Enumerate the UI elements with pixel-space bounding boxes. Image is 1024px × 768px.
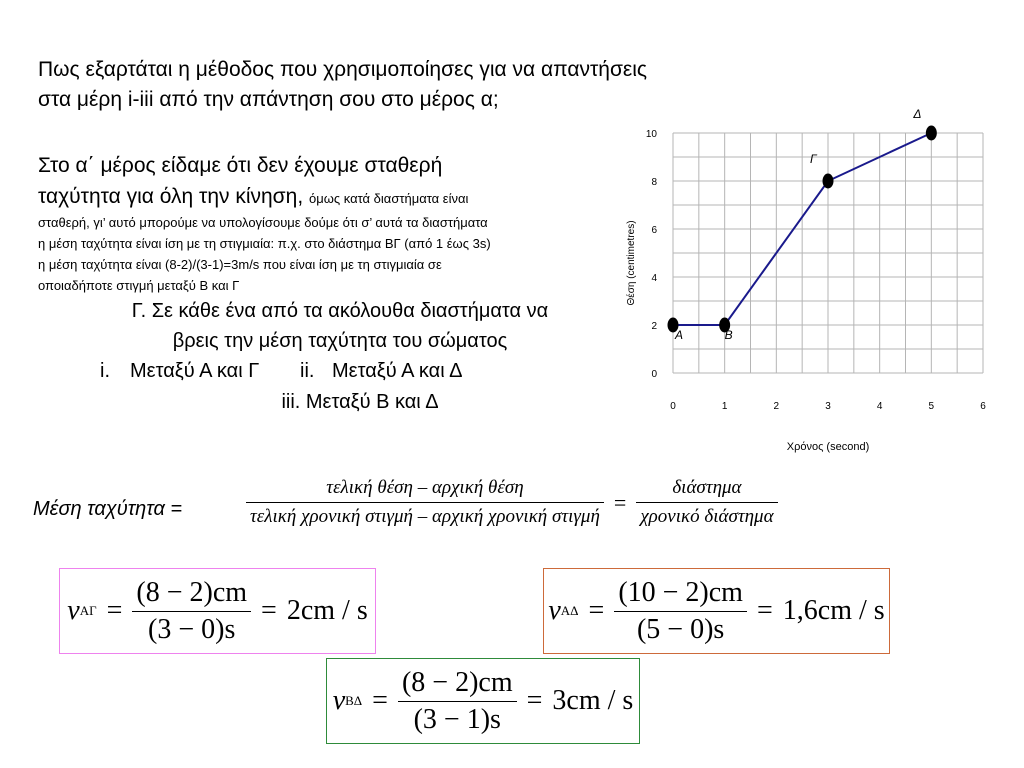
question-text — [38, 55, 798, 115]
formula-label: Μέση ταχύτητα = — [33, 498, 183, 520]
task-item-ii-text: Μεταξύ Α και Δ — [332, 360, 463, 382]
formula-denominator-times: τελική χρονική στιγμή – αρχική χρονική στιγμή — [250, 506, 600, 527]
question-line-2: στα μέρη i-iii από την απάντηση σου στο μέρος α; — [38, 88, 499, 111]
result-numerator: (8 − 2)cm — [136, 576, 248, 608]
average-velocity-formula — [246, 474, 778, 531]
question-line-1: Πως εξαρτάται η μέθοδος που χρησιμοποίησες για να απαντήσεις — [38, 58, 648, 81]
intro-line-1: Στο α΄ μέρος είδαμε ότι δεν έχουμε σταθερή — [38, 154, 443, 177]
x-tick-label: 5 — [928, 401, 935, 412]
result-value: 2cm / s — [286, 595, 368, 626]
data-point-label: Γ — [810, 152, 817, 166]
result-fraction — [614, 575, 747, 648]
intro-line-3: σταθερή, γι’ αυτό μπορούμε να υπολογίσουμε δούμε ότι σ’ αυτά τα διαστήματα — [38, 215, 488, 230]
result-numerator: (8 − 2)cm — [401, 666, 513, 698]
task-line-1: Γ. Σε κάθε ένα από τα ακόλουθα διαστήματα να — [131, 300, 549, 322]
data-point-label: Δ — [913, 108, 922, 121]
y-axis-label: Θέση (centimetres) — [626, 220, 637, 306]
intro-line-5: η μέση ταχύτητα είναι (8-2)/(3-1)=3m/s που είναι ίση με τη στιγμιαία σε — [38, 257, 442, 272]
velocity-symbol: v — [67, 595, 80, 626]
result-value: 1,6cm / s — [782, 595, 885, 626]
task-heading — [60, 296, 620, 356]
result-fraction — [398, 665, 517, 738]
data-point-3 — [823, 174, 834, 189]
velocity-symbol: v — [548, 595, 561, 626]
x-tick-label: 6 — [980, 401, 986, 412]
data-point-4 — [926, 126, 937, 141]
velocity-symbol: v — [332, 685, 346, 716]
result-box-bd: v ΒΔ = $\frac{(8 - 2)cm}{(3 - 1)s}$ = 3cm / s — [326, 658, 640, 744]
formula-equals-sign: = — [613, 489, 627, 515]
y-tick-label: 8 — [651, 177, 657, 188]
x-axis-label: Χρόνος (second) — [786, 441, 870, 453]
position-time-chart — [615, 108, 1020, 458]
task-line-2: βρεις την μέση ταχύτητα του σώματος — [172, 330, 508, 352]
y-tick-label: 2 — [651, 321, 657, 332]
task-item-i-text: Μεταξύ Α και Γ — [130, 360, 260, 382]
x-tick-label: 0 — [670, 401, 676, 412]
intro-paragraph — [38, 150, 603, 296]
formula-numerator-distance: διάστημα — [672, 477, 742, 498]
task-item-i-number: i. — [100, 360, 110, 382]
intro-line-6: οποιαδήποτε στιγμή μεταξύ Β και Γ — [38, 278, 240, 293]
velocity-subscript: ΑΔ — [560, 603, 579, 618]
velocity-subscript: ΒΔ — [345, 693, 363, 708]
intro-line-4: η μέση ταχύτητα είναι ίση με τη στιγμιαία: π.χ. στο διάστημα ΒΓ (από 1 έως 3s) — [38, 236, 491, 251]
intro-line-2-small: όμως κατά διαστήματα είναι — [309, 191, 469, 206]
result-box-ag: v ΑΓ = $\frac{(8 - 2)cm}{(3 - 0)s}$ = 2cm / s — [59, 568, 376, 654]
x-tick-label: 1 — [721, 401, 728, 412]
result-value: 3cm / s — [552, 685, 634, 716]
task-items-row — [100, 356, 600, 386]
result-box-ad: v ΑΔ = $\frac{(10 - 2)cm}{(5 - 0)s}$ = 1,6cm / s — [543, 568, 890, 654]
y-tick-label: 0 — [651, 369, 657, 380]
formula-numerator-positions: τελική θέση – αρχική θέση — [326, 477, 524, 498]
x-tick-label: 2 — [773, 401, 780, 412]
task-item-ii-number: ii. — [300, 360, 315, 382]
result-denominator: (3 − 1)s — [413, 703, 501, 735]
result-denominator: (5 − 0)s — [636, 613, 725, 645]
result-fraction — [132, 575, 251, 648]
y-tick-label: 4 — [651, 273, 657, 284]
x-tick-label: 4 — [876, 401, 883, 412]
data-point-label: Α — [675, 328, 684, 342]
task-item-iii: iii. Μεταξύ Β και Δ — [281, 391, 439, 413]
formula-fraction-distance — [636, 474, 777, 531]
y-tick-label: 6 — [651, 225, 657, 236]
formula-fraction-positions — [246, 474, 604, 531]
x-tick-label: 3 — [825, 401, 831, 412]
formula-denominator-interval: χρονικό διάστημα — [640, 506, 774, 527]
velocity-subscript: ΑΓ — [79, 603, 97, 618]
data-point-label: Β — [724, 328, 733, 342]
intro-line-2-big: ταχύτητα για όλη την κίνηση, — [38, 185, 309, 208]
result-denominator: (3 − 0)s — [148, 613, 236, 645]
y-tick-label: 10 — [645, 129, 657, 140]
result-numerator: (10 − 2)cm — [618, 576, 743, 608]
